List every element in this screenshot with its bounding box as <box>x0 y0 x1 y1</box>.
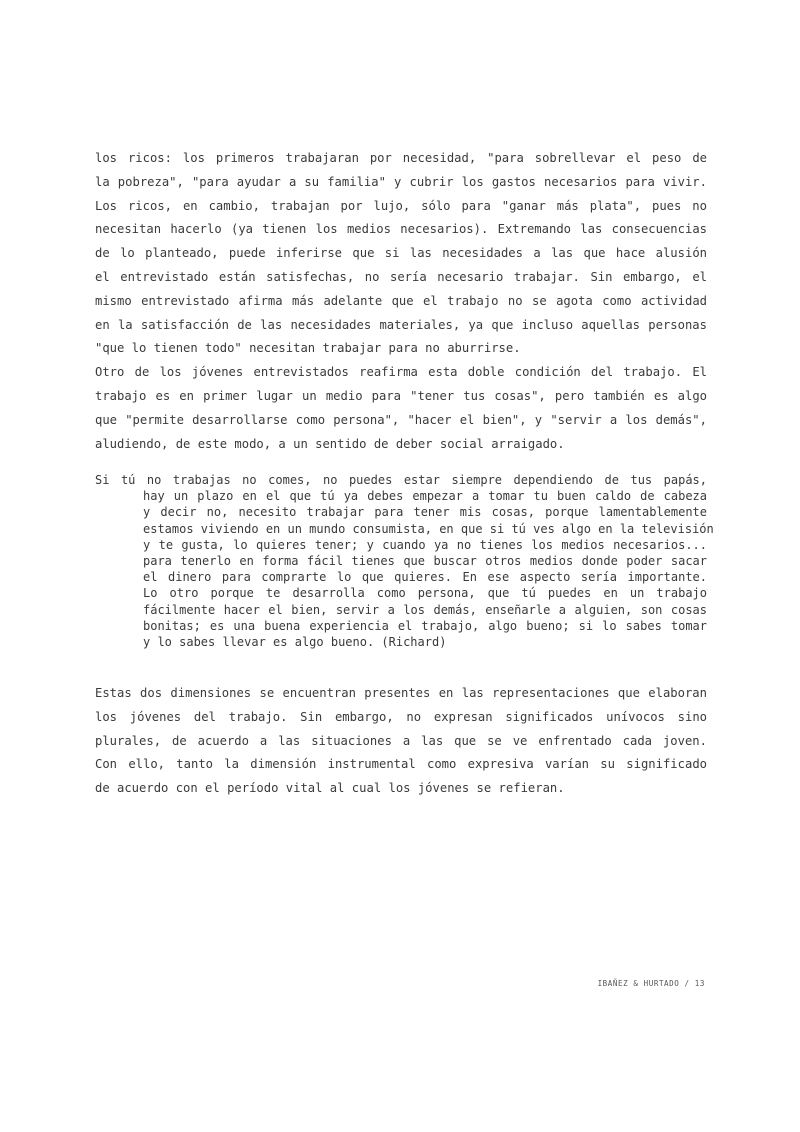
quote-line: bonitas; es una buena experiencia el trabajo, algo bueno; si lo sabes tomar <box>143 618 707 633</box>
interview-quote <box>95 472 714 650</box>
quote-line: hay un plazo en el que tú ya debes empezar a tomar tu buen caldo de cabeza <box>143 489 707 504</box>
text-line: de acuerdo con el período vital al cual los jóvenes se refieran. <box>95 781 565 796</box>
body-paragraph-2 <box>95 682 707 801</box>
text-line: aludiendo, de este modo, a un sentido de deber social arraigado. <box>95 436 565 451</box>
text-line: Con ello, tanto la dimensión instrumental como expresiva varían su significado <box>95 757 707 772</box>
text-line: "que lo tienen todo" necesitan trabajar para no aburrirse. <box>95 341 521 356</box>
text-line: Estas dos dimensiones se encuentran presentes en las representaciones que elaboran <box>95 686 707 700</box>
text-line: en la satisfacción de las necesidades materiales, ya que incluso aquellas personas <box>95 317 707 332</box>
text-line: el entrevistado están satisfechas, no sería necesario trabajar. Sin embargo, el <box>95 269 707 284</box>
text-line: necesitan hacerlo (ya tienen los medios necesarios). Extremando las consecuencias <box>95 222 707 237</box>
page-footer: IBAÑEZ & HURTADO / 13 <box>597 979 705 988</box>
quote-line: Si tú no trabajas no comes, no puedes estar siempre dependiendo de tus papás, <box>95 473 707 487</box>
body-paragraph-1 <box>95 147 707 456</box>
quote-line: para tenerlo en forma fácil tienes que buscar otros medios donde poder sacar <box>143 554 707 569</box>
quote-line: y te gusta, lo quieres tener; y cuando ya no tienes los medios necesarios... <box>143 537 707 552</box>
text-line: que "permite desarrollarse como persona", "hacer el bien", y "servir a los demás", <box>95 412 707 427</box>
text-line: de lo planteado, puede inferirse que si las necesidades a las que hace alusión <box>95 246 707 261</box>
text-line: la pobreza", "para ayudar a su familia" y cubrir los gastos necesarios para vivir. <box>95 174 707 189</box>
quote-line: y lo sabes llevar es algo bueno. (Richard) <box>143 635 447 650</box>
text-line: Los ricos, en cambio, trabajan por lujo, sólo para "ganar más plata", pues no <box>95 198 707 213</box>
text-line: mismo entrevistado afirma más adelante que el trabajo no se agota como actividad <box>95 293 707 308</box>
quote-line: el dinero para comprarte lo que quieres. En ese aspecto sería importante. <box>143 570 707 585</box>
text-line: plurales, de acuerdo a las situaciones a las que se ve enfrentado cada joven. <box>95 733 707 748</box>
quote-line: Lo otro porque te desarrolla como persona, que tú puedes en un trabajo <box>143 586 707 601</box>
quote-line: fácilmente hacer el bien, servir a los demás, enseñarle a alguien, son cosas <box>143 602 707 617</box>
text-line: los ricos: los primeros trabajaran por necesidad, "para sobrellevar el peso de <box>95 151 707 165</box>
text-line: trabajo es en primer lugar un medio para "tener tus cosas", pero también es algo <box>95 388 707 403</box>
quote-line: y decir no, necesito trabajar para tener mis cosas, porque lamentablemente <box>143 505 707 520</box>
quote-line: estamos viviendo en un mundo consumista, en que si tú ves algo en la televisión <box>143 521 714 536</box>
text-line: los jóvenes del trabajo. Sin embargo, no expresan significados unívocos sino <box>95 709 707 724</box>
text-line: Otro de los jóvenes entrevistados reafirma esta doble condición del trabajo. El <box>95 365 707 380</box>
